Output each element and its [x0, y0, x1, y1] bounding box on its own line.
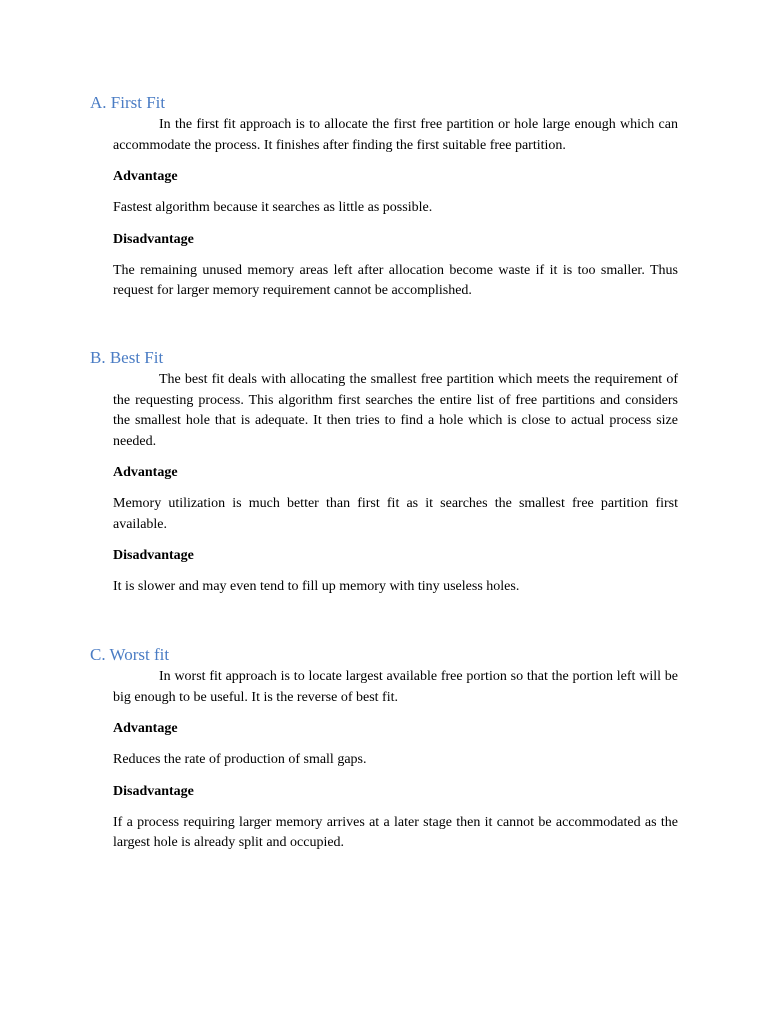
advantage-label: Advantage	[113, 465, 178, 480]
section-body	[113, 113, 678, 302]
disadvantage-text: It is slower and may even tend to fill up memory with tiny useless holes.	[113, 579, 520, 594]
section-heading: C. Worst fit	[90, 645, 170, 664]
section-heading: A. First Fit	[90, 93, 166, 112]
disadvantage-label: Disadvantage	[113, 783, 194, 799]
disadvantage-text: The remaining unused memory areas left after allocation become waste if it is too smaller. Thus request for larger memory requirement cannot be accomplished.	[113, 262, 678, 298]
advantage-text: Memory utilization is much better than first fit as it searches the smallest free partition first available.	[113, 496, 678, 532]
advantage-label: Advantage	[113, 169, 178, 184]
intro-paragraph: In the first fit approach is to allocate the first free partition or hole large enough which can accommodate the process. It finishes after finding the first suitable free partition.	[113, 117, 678, 153]
advantage-text: Reduces the rate of production of small gaps.	[113, 752, 367, 767]
advantage-text: Fastest algorithm because it searches as little as possible.	[113, 200, 433, 215]
section-best-fit	[90, 348, 678, 598]
section-body	[113, 665, 678, 854]
section-first-fit	[90, 93, 678, 302]
section-worst-fit	[90, 645, 678, 854]
advantage-label: Advantage	[113, 721, 178, 736]
section-body	[113, 368, 678, 598]
intro-paragraph: In worst fit approach is to locate largest available free portion so that the portion left will be big enough to be useful. It is the reverse of best fit.	[113, 669, 678, 705]
disadvantage-text: If a process requiring larger memory arrives at a later stage then it cannot be accommodated as the largest hole is already split and occupied.	[113, 814, 678, 850]
section-heading: B. Best Fit	[90, 348, 164, 367]
intro-paragraph: The best fit deals with allocating the smallest free partition which meets the requirement of the requesting process. This algorithm first searches the entire list of free partitions and considers the smallest hole that is adequate. It then tries to find a hole which is close to actual process size needed.	[113, 372, 678, 449]
disadvantage-label: Disadvantage	[113, 548, 194, 563]
disadvantage-label: Disadvantage	[113, 231, 194, 247]
